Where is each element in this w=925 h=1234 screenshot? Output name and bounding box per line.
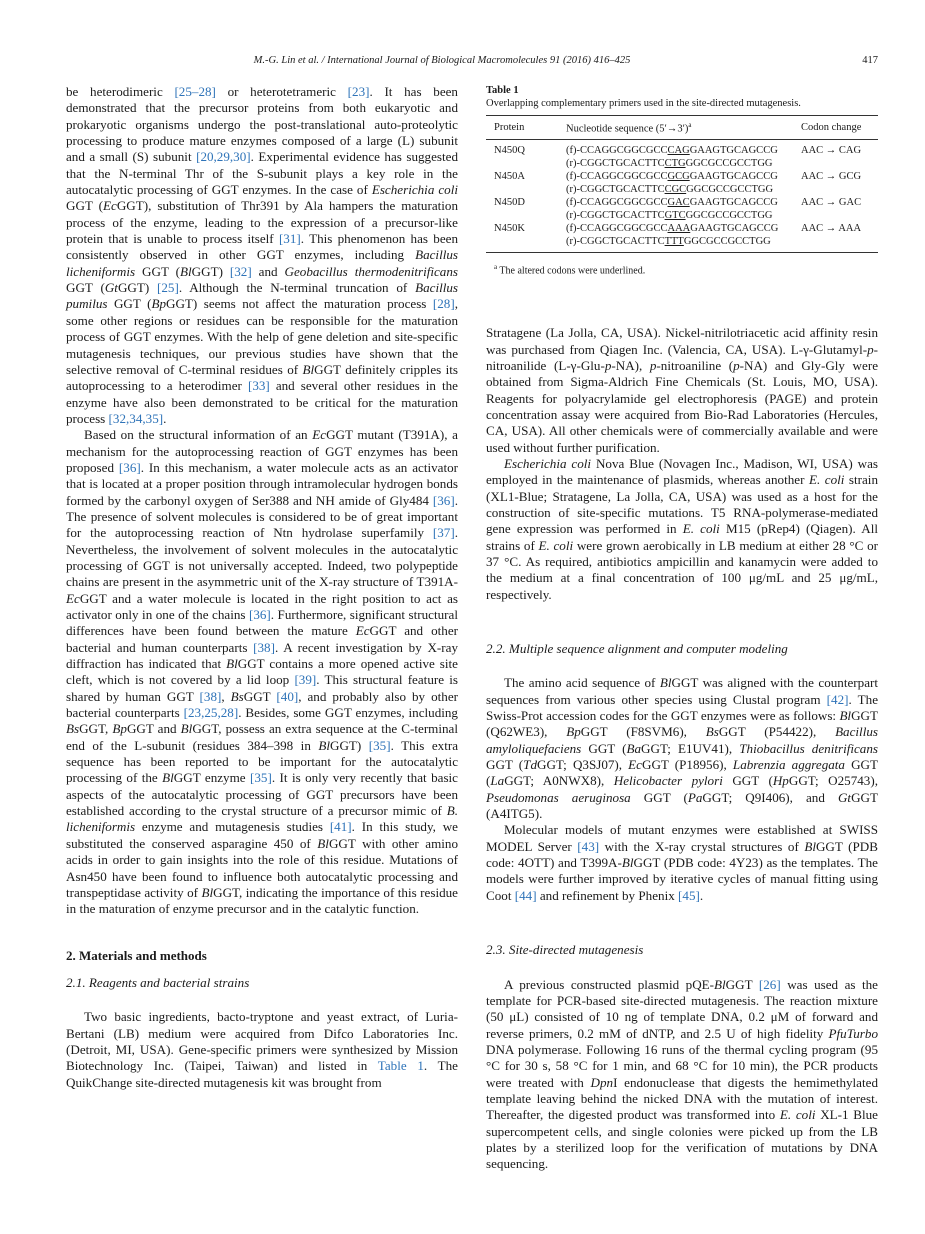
paragraph-reagents: Two basic ingredients, bacto-tryptone and yeast extract, of Luria-Bertani (LB) medium were acquired from Difco Laboratories Inc. (Detroit, MI, USA). Gene-specific primers were synthesized by Mission Biotechnology Inc. (Taipei, Taiwan) and listed in Table 1. The QuikChange site-directed mutagenesis kit was brought from [66,1009,458,1090]
primer-table [486,115,878,253]
table-row: N450A (f)-CCAGGCGGCGCCGCGGAAGTGCAGCCG (r)-CGGCTGCACTTCCGCGGCGCCGCCTGG AAC → GCG [494,170,862,195]
subsection-heading: 2.2. Multiple sequence alignment and computer modeling [486,641,788,657]
subsection-heading: 2.3. Site-directed mutagenesis [486,942,644,958]
citation-link[interactable]: [28] [432,296,455,312]
column-header: Protein [486,116,566,140]
citation-link[interactable]: [38] [199,688,222,704]
page-number: 417 [862,55,878,66]
table-link[interactable]: Table 1 [377,1058,424,1074]
citation-link[interactable]: [35] [368,737,391,753]
citation-link[interactable]: [44] [514,887,537,903]
running-header [66,55,878,71]
paragraph-modeling: Molecular models of mutant enzymes were established at SWISS MODEL Server [43] with the X-ray crystal structures of BlGGT (PDB code: 4OTT) and T399A-BlGGT (PDB code: 4Y23) as the templates. The models were further improved by iterative cycles of manual fitting using Coot [44] and refinement by Phenix [45]. [486,822,878,903]
citation-link[interactable]: [25–28] [174,84,216,99]
citation-link[interactable]: [35] [250,770,272,786]
journal-citation: M.-G. Lin et al. / International Journal of Biological Macromolecules 91 (2016) 416–425 [253,55,631,66]
citation-link[interactable]: [45] [678,887,700,903]
table-row: N450Q (f)-CCAGGCGGCGCCCAGGAAGTGCAGCCG (r)-CGGCTGCACTTCCTGGGCGCCGCCTGG AAC → CAG [494,144,862,169]
citation-link[interactable]: [31] [278,231,301,247]
column-header: Codon change [801,116,878,140]
paragraph-mutagenesis: A previous constructed plasmid pQE-BlGGT [26] was used as the template for PCR-based site-directed mutagenesis. The reaction mixture (50 μL) consisted of 10 ng of template DNA, 0.2 μM of forward and reverse primers, 0.2 mM of dNTP, and 2.5 U of high fidelity PfuTurbo DNA polymerase. Following 16 runs of the thermal cycling program (95 °C for 30 s, 58 °C for 1 min, and 68 °C for 10 min), the PCR products were treated with DpnI endonuclease that digests the hemimethylated template leaving behind the nicked DNA with the mutation of interest. Thereafter, the digested product was transformed into E. coli XL-1 Blue supercompetent cells, and single colonies were picked up from the LB plates by a sterilized loop for the verification of mutations by DNA sequencing. [486,976,878,1172]
paragraph-mechanism: Based on the structural information of an EcGGT mutant (T391A), a mechanism for the autoprocessing reaction of GGT enzymes has been proposed [36]. In this mechanism, a water molecule acts as an activator that is located at a proper position through intramolecular hydrogen bonds formed by the carbonyl oxygen of Ser388 and NH amide of Gly484 [36]. The presence of solvent molecules is considered to be of great important for the autoprocessing reaction of Ntn hydrolase superfamily [37]. Nevertheless, the involvement of solvent molecules in the autocatalytic processing of GGT is not universally accepted. Indeed, two polypeptide chains are present in the asymmetric unit of the X-ray structure of T391A-EcGGT and a water molecule is located in the right position to act as activator only in one of the chains [36]. Furthermore, significant structural differences have been found between the mature EcGGT and other bacterial and human counterparts [38]. A recent investigation by X-ray diffraction has indicated that BlGGT contains a more opened active site cleft, which is not covered by a lid loop [39]. This structural feature is shared by human GGT [38], BsGGT [40], and probably also by other bacterial counterparts [23,25,28]. Besides, some GGT enzymes, including BsGGT, BpGGT and BlGGT, possess an extra sequence at the C-terminal end of the L-subunit (residues 384–398 in BlGGT) [35]. This extra sequence has been reported to be important for the autocatalytic processing of the BlGGT enzyme [35]. It is only very recently that basic aspects of the autocatalytic processing of GGT precursors have been established according to the crystal structure of a precursor mimic of B. licheniformis enzyme and mutagenesis studies [41]. In this study, we substituted the conserved asparagine 450 of BlGGT with other amino acids in order to gain insights into the role of this residue. Mutations of Asn450 have been found to influence both autocatalytic processing and transpeptidase activity of BlGGT, indicating the importance of this residue in the maturation of enzyme precursor and in the catalytic function. [66,427,459,917]
section-heading: 2. Materials and methods [66,947,207,963]
citation-link[interactable]: [41] [329,819,352,835]
paragraph-alignment: The amino acid sequence of BlGGT was aligned with the counterpart sequences from various other species using Clustal program [42]. The Swiss-Prot accession codes for the GGT enzymes were as follows: BlGGT (Q62WE3), BpGGT (F8SVM6), BsGGT (P54422), Bacillus amyloliquefaciens GGT (BaGGT; E1UV41), Thiobacillus denitrificans GGT (TdGGT; Q3SJ07), EcGGT (P18956), Labrenzia aggregata GGT (LaGGT; A0NWX8), Helicobacter pylori GGT (HpGGT; O25743), Pseudomonas aeruginosa GGT (PaGGT; Q9I406), and GtGGT (A4ITG5). [486,675,879,822]
right-column [486,84,878,1173]
subsection-heading: 2.1. Reagents and bacterial strains [66,974,250,990]
citation-link[interactable]: [39] [294,672,317,688]
citation-link[interactable]: [23] [347,84,370,99]
citation-link[interactable]: [25] [157,280,179,296]
citation-link[interactable]: [32] [229,263,252,279]
citation-link[interactable]: [32,34,35] [108,410,164,426]
citation-link[interactable]: [40] [276,688,299,704]
paragraph-strains: Escherichia coli Nova Blue (Novagen Inc., Madison, WI, USA) was employed in the maintenance of plasmids, whereas another E. coli strain (XL1-Blue; Stratagene, La Jolla, CA, USA) was used as a host for the construction of site-specific mutations. T5 RNA-polymerase-mediated gene expression was performed in E. coli M15 (pRep4) (Qiagen). All strains of E. coli were grown aerobically in LB medium at either 28 °C or 37 °C. As required, antibiotics ampicillin and kanamycin were added to the medium at a final concentration of 100 μg/mL and 25 μg/mL, respectively. [486,455,879,602]
citation-link[interactable]: [26] [758,976,781,992]
table-row: N450K (f)-CCAGGCGGCGCCAAAGAAGTGCAGCCG (r)-CGGCTGCACTTCTTTGGCGCCGCCTGG AAC → AAA [486,222,878,253]
citation-link[interactable]: [43] [577,838,600,854]
table-footnote: $^a$ The altered codons were underlined. [494,262,646,276]
table-caption: Overlapping complementary primers used in the site-directed mutagenesis. [486,98,801,109]
citation-link[interactable]: [36] [248,607,271,622]
citation-link[interactable]: [36] [118,459,141,475]
table-1 [486,84,878,279]
table-title: Table 1 [486,85,519,96]
citation-link[interactable]: [20,29,30] [196,149,251,165]
citation-link[interactable]: [42] [826,691,849,707]
citation-link[interactable]: [37] [432,525,455,541]
citation-link[interactable]: [33] [247,378,270,394]
left-column [66,84,458,1091]
citation-link[interactable]: [36] [432,492,455,508]
table-row: N450D (f)-CCAGGCGGCGCCGACGAAGTGCAGCCG (r)-CGGCTGCACTTCGTCGGCGCCGCCTGG AAC → GAC [494,196,862,221]
column-header: Nucleotide sequence $(5'\to 3')^a$ [566,116,801,140]
citation-link[interactable]: [23,25,28] [183,705,239,721]
paragraph-intro-continued: be heterodimeric [25–28] or heterotetrameric [23]. It has been demonstrated that the precursor proteins from both eukaryotic and prokaryotic organisms undergo the post-translational auto-proteolytic processing to produce mature enzymes composed of a large (L) subunit and a small (S) subunit [20,29,30]. Experimental evidence has suggested that the N-terminal Thr of the S-subunit plays a key role in the autocatalytic processing of GGT enzymes. In the case of Escherichia coli GGT (EcGGT), substitution of Thr391 by Ala hampers the maturation process of the enzyme, leading to the expression of a precursor-like protein that is unable to process itself [31]. This phenomenon has been consistently observed in other GGT enzymes, including Bacillus licheniformis GGT (BlGGT) [32] and Geobacillus thermodenitrificans GGT (GtGGT) [25]. Although the N-terminal truncation of Bacillus pumilus GGT (BpGGT) seems not affect the maturation process [28], some other regions or residues can be responsible for the maturation process of GGT enzymes. With the help of gene deletion and site-specific mutagenesis techniques, our previous studies have shown that the selective removal of C-terminal residues of BlGGT definitely cripples its autoprocessing to a heterodimer [33] and several other residues in the enzyme have also been demonstrated to be critical for the maturation process [32,34,35]. [66,84,459,426]
paragraph-reagents-continued: Stratagene (La Jolla, CA, USA). Nickel-nitrilotriacetic acid affinity resin was purchased from Qiagen Inc. (Valencia, CA, USA). L-γ-Glutamyl-p-nitroanilide (L-γ-Glu-p-NA), p-nitroaniline (p-NA) and Gly-Gly were obtained from Sigma-Aldrich Fine Chemicals (St. Louis, MO, USA). Reagents for polyacrylamide gel electrophoresis (PAGE) and protein concentration assay were acquired from Bio-Rad Laboratories (Hercules, CA, USA). All other chemicals were of commercially available and were used without further purification. [486,325,879,455]
citation-link[interactable]: [38] [253,639,275,655]
